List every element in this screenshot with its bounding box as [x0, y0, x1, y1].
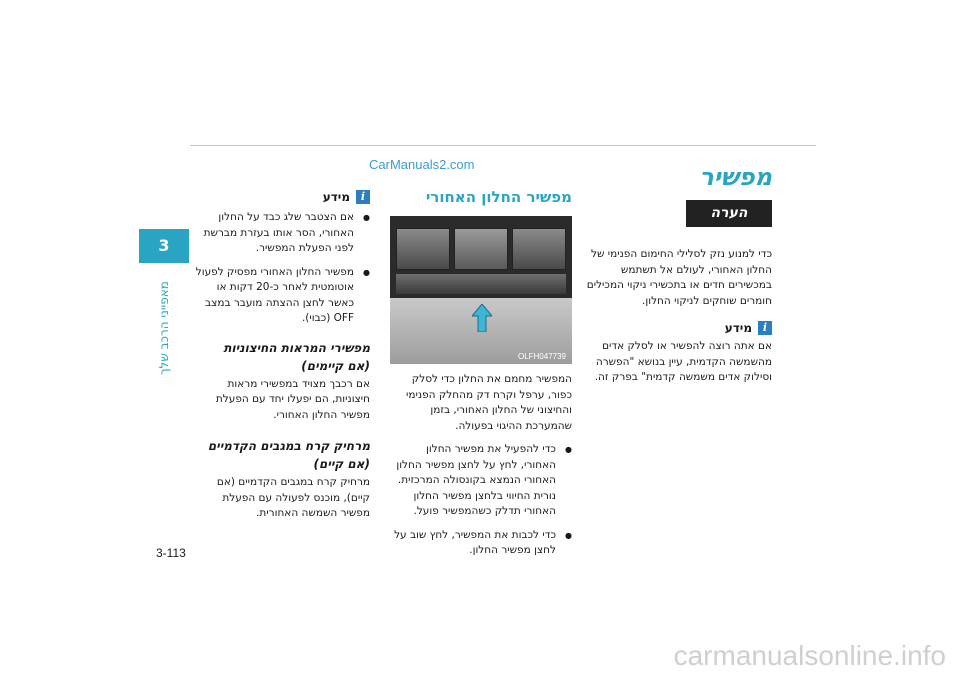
chapter-tab: 3: [139, 229, 189, 263]
title-line: מרחיק קרח במגבים הקדמיים: [207, 439, 370, 453]
info-icon: i: [758, 321, 772, 335]
console-button: [512, 228, 566, 270]
bullet-list: [190, 210, 370, 327]
mirror-defroster-text: אם רכבך מצויד במפשירי מראות חיצוניות, הם יפעלו יחד עם הפעלת מפשיר החלון האחורי.: [215, 377, 370, 421]
info-header: [190, 190, 370, 204]
chapter-label-text: מאפייני הרכב שלך: [157, 281, 172, 375]
wiper-deicer-title: [190, 437, 370, 473]
title-line: (אם קיים): [313, 457, 370, 471]
info-header: [584, 321, 772, 335]
title-line: מפשירי המראות החיצוניות: [223, 340, 370, 355]
mirror-defroster-title: [190, 339, 370, 375]
console-button: [396, 228, 450, 270]
button-row: [396, 228, 566, 270]
rear-defrost-button: [454, 228, 508, 270]
info-icon: i: [356, 190, 370, 204]
list-item: ● מפשיר החלון האחורי מפסיק לפעול אוטומטית לאחר כ-20 דקות או כאשר לחצן ההצתה מועבר במצב OFF (כבוי).: [190, 265, 370, 327]
info-label: מידע: [322, 190, 350, 204]
rear-defroster-column: [390, 188, 572, 567]
info-column: [190, 190, 370, 522]
list-item: ● כדי להפעיל את מפשיר החלון האחורי, לחץ על לחצן מפשיר החלון האחורי הנמצא בקונסולה המרכזית. נורית החיווי בלחצן מפשיר החלון האחורי תדלק כשהמפשיר פועל.: [390, 442, 572, 520]
list-item: ● כדי לכבות את המפשיר, לחץ שוב על לחצן מפשיר החלון.: [390, 528, 572, 559]
column-title: מפשיר החלון האחורי: [425, 188, 572, 206]
defroster-button-photo: [390, 216, 572, 364]
header-rule: [190, 145, 816, 146]
wiper-deicer-text: מרחיק קרח במגבים הקדמיים (אם קיים), מוכנס לפעולה עם הפעלת מפשיר השמשה האחורית.: [216, 476, 370, 519]
title-line: (אם קיימים): [301, 358, 370, 373]
note-text: כדי למנוע נזק לסלילי החימום הפנימי של החלון האחורי, לעולם אל תשתמש במכשירים חדים או בתכשירי ניקוי המכילים חומרים שוחקים לניקוי החלון.: [586, 248, 772, 307]
page-number: 3-113: [156, 546, 186, 560]
info-text: אם אתה רוצה להפשיר או לסלק אדים מהשמשה הקדמית, עיין בנושא "הפשרה וסילוק אדים משמשה קדמית" בפרק זה.: [594, 340, 772, 383]
note-badge: הערה: [686, 200, 772, 227]
intro-text: המפשיר מחמם את החלון כדי לסלק כפור, ערפל וקרח דק מהחלק הפנימי והחיצוני של החלון האחורי, בזמן שהמערכת ההיגוי בפעולה.: [406, 373, 572, 432]
bullet-list: [390, 442, 572, 559]
info-label: מידע: [724, 321, 752, 335]
console-vent: [396, 274, 566, 294]
chapter-label: [146, 268, 182, 388]
arrow-up-icon: [472, 304, 492, 332]
section-title: מפשיר: [699, 163, 772, 191]
footer-watermark: carmanualsonline.info: [673, 640, 946, 671]
figure-code: OLFH047739: [517, 352, 566, 361]
watermark-link[interactable]: CarManuals2.com: [369, 157, 475, 172]
list-item: ● אם הצטבר שלג כבד על החלון האחורי, הסר אותו בעזרת מברשת לפני הפעלת המפשיר.: [190, 210, 370, 257]
note-column: [584, 200, 772, 386]
